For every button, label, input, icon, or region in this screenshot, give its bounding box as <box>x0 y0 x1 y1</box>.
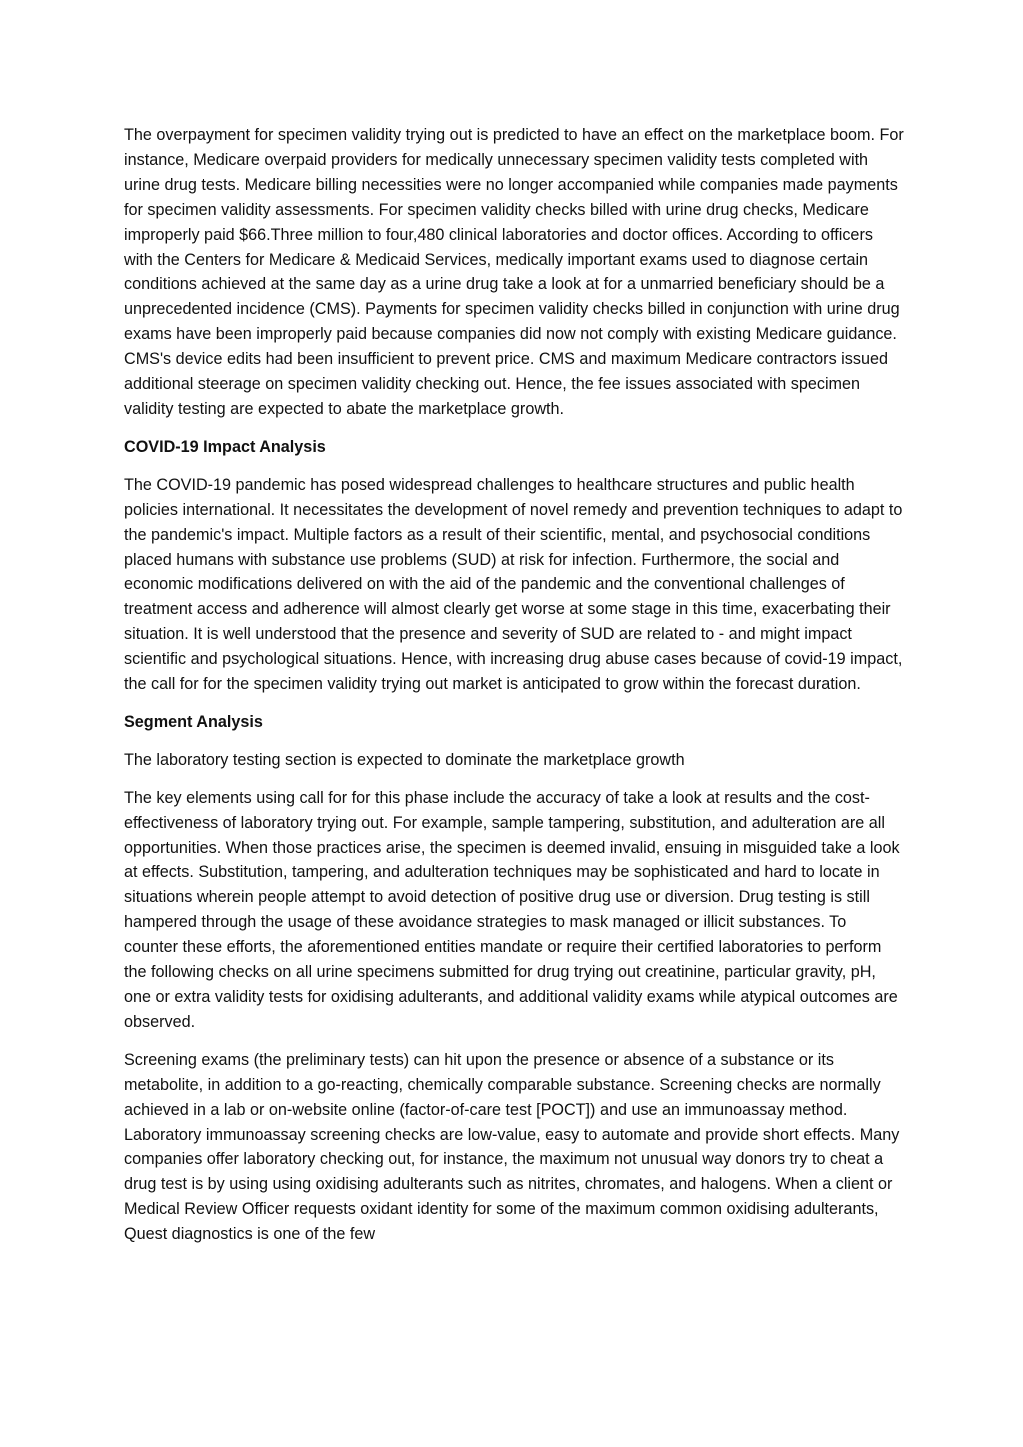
heading-covid-impact: COVID-19 Impact Analysis <box>124 437 326 456</box>
paragraph-segment-laboratory: The key elements using call for for this phase include the accuracy of take a look at results and the cost-effectiveness of laboratory trying out. For example, sample tampering, substitution, and adulteration are all opportunities. When those practices arise, the specimen is deemed invalid, ensuing in misguided take a look at effects. Substitution, tampering, and adulteration techniques may be sophisticated and hard to locate in situations wherein people attempt to avoid detection of positive drug use or diversion. Drug testing is still hampered through the usage of these avoidance strategies to mask managed or illicit substances. To counter these efforts, the aforementioned entities mandate or require their certified laboratories to perform the following checks on all urine specimens submitted for drug trying out creatinine, particular gravity, pH, one or extra validity tests for oxidising adulterants, and additional validity exams while atypical outcomes are observed. <box>124 788 900 1031</box>
paragraph-segment-screening: Screening exams (the preliminary tests) can hit upon the presence or absence of a substance or its metabolite, in addition to a go-reacting, chemically comparable substance. Screening checks are normally achieved in a lab or on-website online (factor-of-care test [POCT]) and use an immunoassay method. Laboratory immunoassay screening checks are low-value, easy to automate and provide short effects. Many companies offer laboratory checking out, for instance, the maximum not unusual way donors try to cheat a drug test is by using using oxidising adulterants such as nitrites, chromates, and halogens. When a client or Medical Review Officer requests oxidant identity for some of the maximum common oxidising adulterants, Quest diagnostics is one of the few <box>124 1050 900 1244</box>
paragraph-overpayment: The overpayment for specimen validity trying out is predicted to have an effect on the marketplace boom. For instance, Medicare overpaid providers for medically unnecessary specimen validity tests completed with urine drug tests. Medicare billing necessities were no longer accompanied while companies made payments for specimen validity assessments. For specimen validity checks billed with urine drug checks, Medicare improperly paid $66.Three million to four,480 clinical laboratories and doctor offices. According to officers with the Centers for Medicare & Medicaid Services, medically important exams used to diagnose certain conditions achieved at the same day as a urine drug take a look at for a unmarried beneficiary should be a unprecedented incidence (CMS). Payments for specimen validity checks billed in conjunction with urine drug exams have been improperly paid because companies did now not comply with existing Medicare guidance. CMS's device edits had been insufficient to prevent price. CMS and maximum Medicare contractors issued additional steerage on specimen validity checking out. Hence, the fee issues associated with specimen validity testing are expected to abate the marketplace growth. <box>124 126 904 418</box>
paragraph-covid-impact: The COVID-19 pandemic has posed widespread challenges to healthcare structures and public health policies international. It necessitates the development of novel remedy and prevention techniques to adapt to the pandemic's impact. Multiple factors as a result of their scientific, mental, and psychosocial conditions placed humans with substance use problems (SUD) at risk for infection. Furthermore, the social and economic modifications delivered on with the aid of the pandemic and the conventional challenges of treatment access and adherence will almost clearly get worse at some stage in this time, exacerbating their situation. It is well understood that the presence and severity of SUD are related to - and might impact scientific and psychological situations. Hence, with increasing drug abuse cases because of covid-19 impact, the call for for the specimen validity trying out market is anticipated to grow within the forecast duration. <box>124 475 903 694</box>
paragraph-segment-intro: The laboratory testing section is expected to dominate the marketplace growth <box>124 750 685 769</box>
document-page <box>124 123 904 1260</box>
heading-segment-analysis: Segment Analysis <box>124 712 263 731</box>
